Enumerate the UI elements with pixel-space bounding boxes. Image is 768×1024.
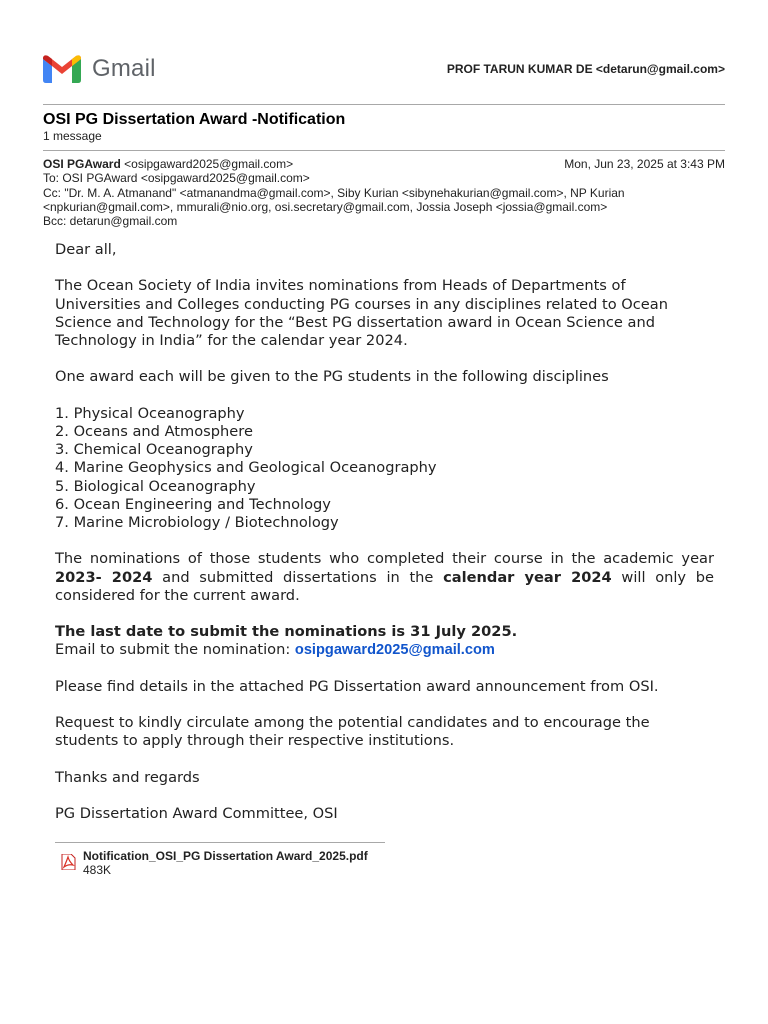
gmail-header	[43, 52, 725, 86]
nom-text-3: will only be considered for the current award.	[55, 568, 715, 604]
details-line: Please find details in the attached PG Dissertation award announcement from OSI.	[55, 677, 659, 695]
cc-line: Cc: "Dr. M. A. Atmanand" <atmanandma@gmail.com>, Siby Kurian <sibynehakurian@gmail.com>, NP Kurian <npkurian@gmail.com>, mmurali@nio.org, osi.secretary@gmail.com, Jossia Joseph <jossia@gmail.com>	[43, 185, 625, 214]
attachment-divider	[55, 842, 385, 843]
attachment-name[interactable]: Notification_OSI_PG Dissertation Award_2025.pdf	[83, 849, 368, 863]
gmail-logo[interactable]	[43, 55, 156, 83]
last-date: The last date to submit the nominations is 31 July 2025.	[55, 623, 518, 641]
list-item: 6. Ocean Engineering and Technology	[55, 495, 331, 513]
list-item: 7. Marine Microbiology / Biotechnology	[55, 514, 339, 531]
signature: PG Dissertation Award Committee, OSI	[55, 805, 338, 823]
nom-text-2: and submitted dissertations in the	[152, 568, 444, 586]
greeting: Dear all,	[55, 241, 117, 258]
account-label: PROF TARUN KUMAR DE <detarun@gmail.com>	[446, 62, 725, 76]
attachment-size: 483K	[83, 863, 112, 877]
list-item: 1. Physical Oceanography	[55, 404, 245, 422]
request-paragraph: Request to kindly circulate among the potential candidates and to encourage the students to apply through their respective institutions.	[55, 714, 650, 750]
message-count: 1 message	[43, 129, 102, 143]
email-body	[55, 241, 714, 842]
pdf-icon	[60, 854, 76, 870]
nomination-paragraph	[55, 550, 714, 605]
intro-paragraph: The Ocean Society of India invites nominations from Heads of Departments of Universities and Colleges conducting PG courses in any disciplines related to Ocean Science and Technology for the “Best PG dissertation award in Ocean Science and Technology in India” for the calendar year 2024.	[55, 277, 668, 349]
list-item: 4. Marine Geophysics and Geological Oceanography	[55, 459, 437, 477]
email-subject: OSI PG Dissertation Award -Notification	[43, 111, 346, 128]
bcc-line: Bcc: detarun@gmail.com	[43, 214, 178, 229]
disciplines-list	[55, 405, 714, 532]
header-divider	[43, 104, 725, 105]
gmail-m-icon	[43, 55, 81, 83]
deadline-block	[55, 623, 714, 659]
list-item: 5. Biological Oceanography	[55, 477, 256, 495]
nom-calendar-year: calendar year 2024	[443, 568, 612, 586]
sender-name: OSI PGAward	[43, 157, 121, 171]
award-line: One award each will be given to the PG students in the following disciplines	[55, 368, 609, 386]
email-date: Mon, Jun 23, 2025 at 3:43 PM	[564, 157, 725, 171]
nom-year: 2023- 2024	[55, 568, 153, 586]
subject-divider	[43, 150, 725, 151]
to-line: To: OSI PGAward <osipgaward2025@gmail.com>	[43, 171, 310, 186]
gmail-wordmark: Gmail	[92, 55, 156, 82]
attachment[interactable]	[60, 849, 368, 877]
email-label: Email to submit the nomination:	[55, 641, 295, 659]
nom-text-1: The nominations of those students who completed their course in the academic year	[55, 550, 714, 568]
nomination-email-link[interactable]: osipgaward2025@gmail.com	[294, 642, 495, 659]
thanks-line: Thanks and regards	[55, 768, 200, 786]
list-item: 3. Chemical Oceanography	[55, 441, 253, 459]
sender-address: <osipgaward2025@gmail.com>	[124, 157, 294, 171]
list-item: 2. Oceans and Atmosphere	[55, 422, 253, 440]
email-meta	[43, 157, 725, 228]
